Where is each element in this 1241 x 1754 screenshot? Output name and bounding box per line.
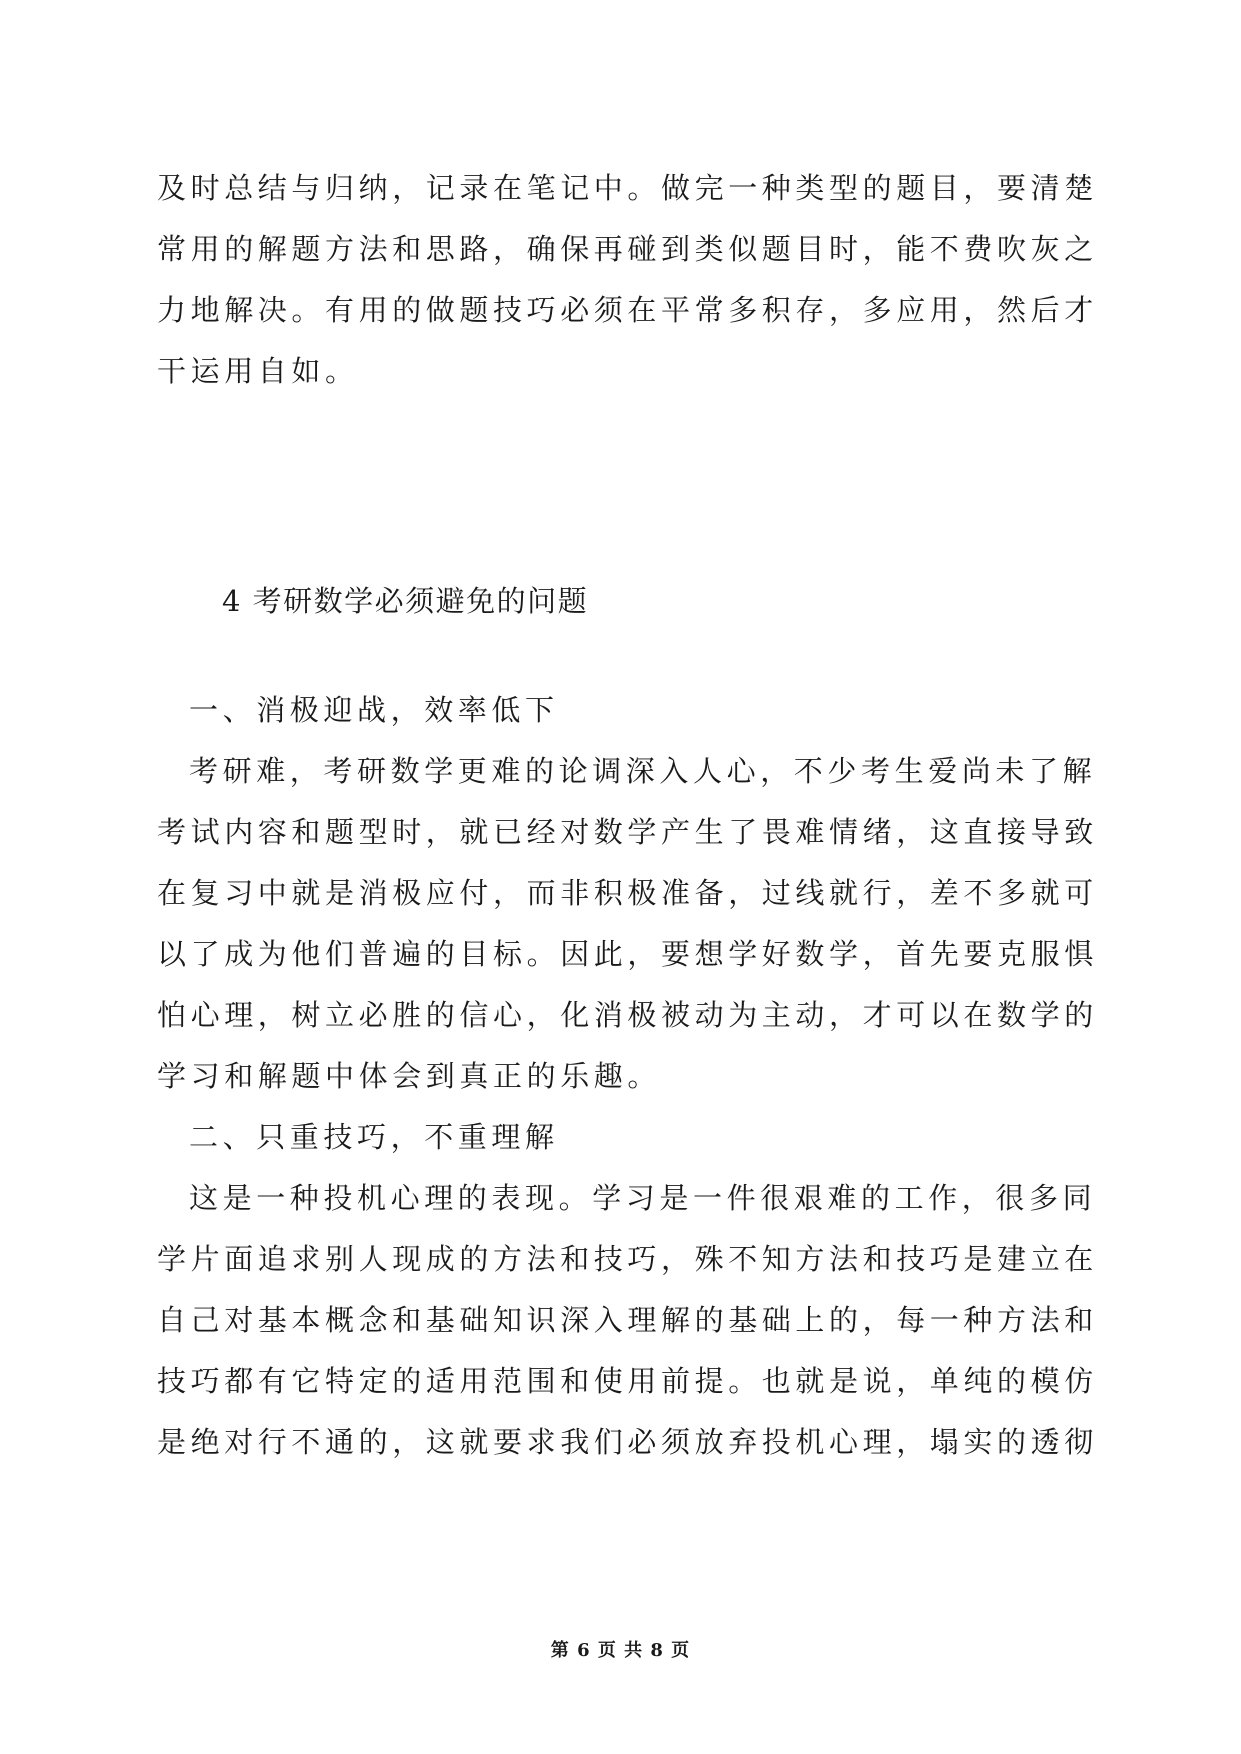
subheading: 二、只重技巧，不重理解 bbox=[189, 1120, 559, 1154]
paragraph-line: 及时总结与归纳，记录在笔记中。做完一种类型的题目，要清楚 bbox=[157, 171, 1098, 205]
paragraph-line: 这是一种投机心理的表现。学习是一件很艰难的工作，很多同 bbox=[189, 1181, 1097, 1215]
paragraph-line: 自己对基本概念和基础知识深入理解的基础上的，每一种方法和 bbox=[157, 1303, 1098, 1337]
paragraph-line: 学习和解题中体会到真正的乐趣。 bbox=[157, 1059, 662, 1093]
subheading: 一、消极迎战，效率低下 bbox=[189, 693, 559, 727]
paragraph-line: 考研难，考研数学更难的论调深入人心，不少考生爱尚未了解 bbox=[189, 754, 1097, 788]
page-footer: 第 6 页 共 8 页 bbox=[550, 1640, 691, 1661]
paragraph-line: 怕心理，树立必胜的信心，化消极被动为主动，才可以在数学的 bbox=[157, 998, 1098, 1032]
paragraph-line: 常用的解题方法和思路，确保再碰到类似题目时，能不费吹灰之 bbox=[157, 232, 1098, 266]
paragraph-line: 干运用自如。 bbox=[157, 354, 359, 388]
paragraph-line: 考试内容和题型时，就已经对数学产生了畏难情绪，这直接导致 bbox=[157, 815, 1098, 849]
paragraph-line: 技巧都有它特定的适用范围和使用前提。也就是说，单纯的模仿 bbox=[157, 1364, 1098, 1398]
paragraph-line: 以了成为他们普遍的目标。因此，要想学好数学，首先要克服惧 bbox=[157, 937, 1098, 971]
paragraph-line: 学片面追求别人现成的方法和技巧，殊不知方法和技巧是建立在 bbox=[157, 1242, 1098, 1276]
paragraph-line: 在复习中就是消极应付，而非积极准备，过线就行，差不多就可 bbox=[157, 876, 1098, 910]
paragraph-line: 力地解决。有用的做题技巧必须在平常多积存，多应用，然后才 bbox=[157, 293, 1098, 327]
paragraph-line: 是绝对行不通的，这就要求我们必须放弃投机心理，塌实的透彻 bbox=[157, 1425, 1098, 1459]
section-heading: 4 考研数学必须避免的问题 bbox=[222, 584, 589, 618]
